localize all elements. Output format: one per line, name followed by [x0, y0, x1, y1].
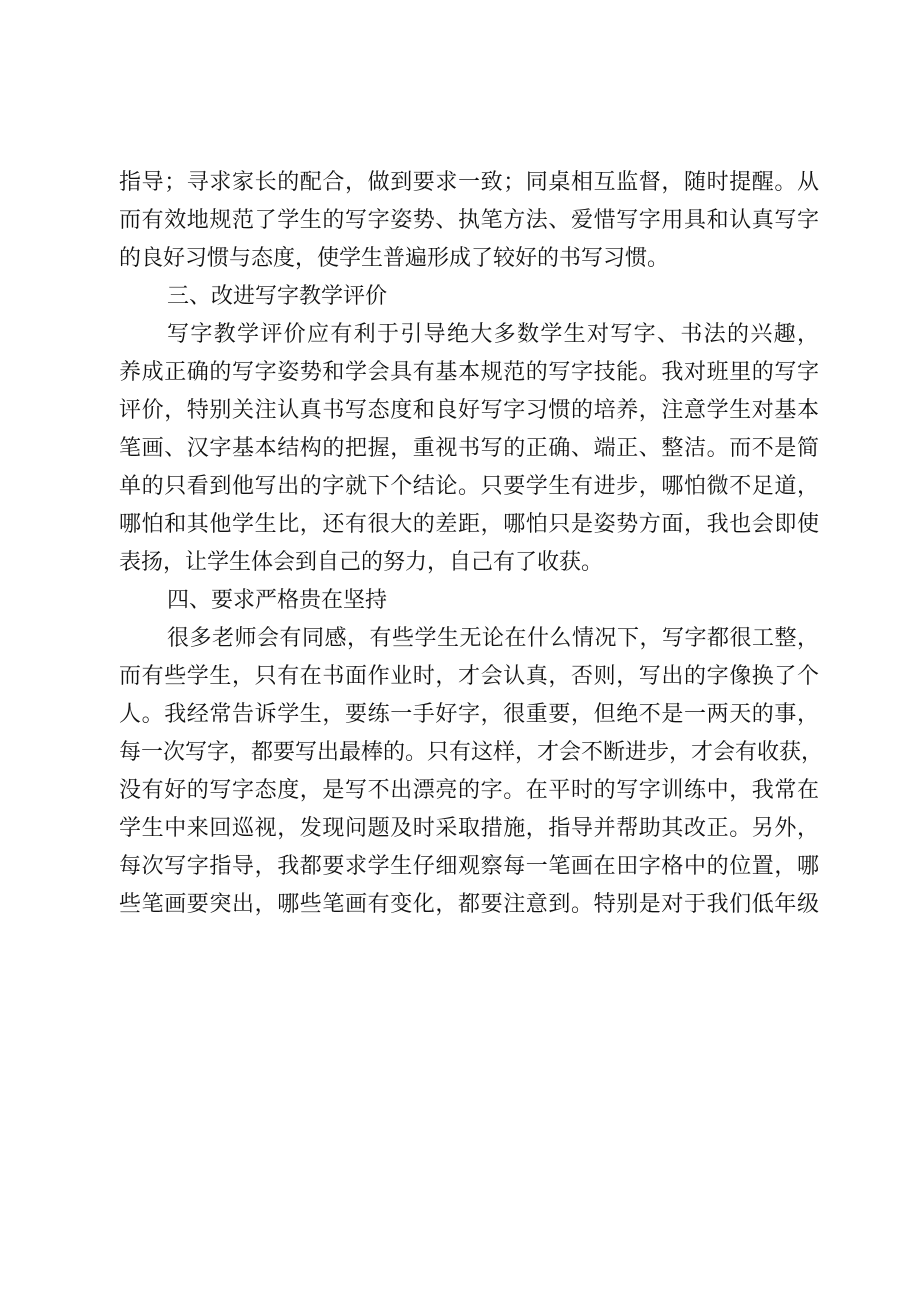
text-line: 评价，特别关注认真书写态度和良好写字习惯的培养，注意学生对基本 [119, 398, 819, 423]
text-line: 指导；寻求家长的配合，做到要求一致；同桌相互监督，随时提醒。从 [119, 170, 819, 195]
text-line: 些笔画要突出，哪些笔画有变化，都要注意到。特别是对于我们低年级 [119, 892, 819, 917]
text-line: 每次写字指导，我都要求学生仔细观察每一笔画在田字格中的位置，哪 [119, 854, 819, 879]
text-line: 学生中来回巡视，发现问题及时采取措施，指导并帮助其改正。另外， [119, 816, 819, 841]
text-line: 笔画、汉字基本结构的把握，重视书写的正确、端正、整洁。而不是简 [119, 436, 819, 461]
section-heading: 三、改进写字教学评价 [167, 284, 388, 309]
text-line: 表扬，让学生体会到自己的努力，自己有了收获。 [119, 550, 604, 575]
text-line: 写字教学评价应有利于引导绝大多数学生对写字、书法的兴趣， [167, 322, 819, 347]
text-line: 很多老师会有同感，有些学生无论在什么情况下，写字都很工整， [167, 626, 819, 651]
text-line: 而有效地规范了学生的写字姿势、执笔方法、爱惜写字用具和认真写字 [119, 208, 819, 233]
text-line: 单的只看到他写出的字就下个结论。只要学生有进步，哪怕微不足道， [119, 474, 819, 499]
text-line: 的良好习惯与态度，使学生普遍形成了较好的书写习惯。 [119, 246, 670, 271]
text-line: 人。我经常告诉学生，要练一手好字，很重要，但绝不是一两天的事， [119, 702, 819, 727]
text-line: 而有些学生，只有在书面作业时，才会认真，否则，写出的字像换了个 [119, 664, 819, 689]
text-line: 哪怕和其他学生比，还有很大的差距，哪怕只是姿势方面，我也会即使 [119, 512, 819, 537]
section-heading: 四、要求严格贵在坚持 [167, 588, 388, 613]
text-line: 养成正确的写字姿势和学会具有基本规范的写字技能。我对班里的写字 [119, 360, 819, 385]
text-line: 没有好的写字态度，是写不出漂亮的字。在平时的写字训练中，我常在 [119, 778, 819, 803]
text-line: 每一次写字，都要写出最棒的。只有这样，才会不断进步，才会有收获， [119, 740, 824, 765]
